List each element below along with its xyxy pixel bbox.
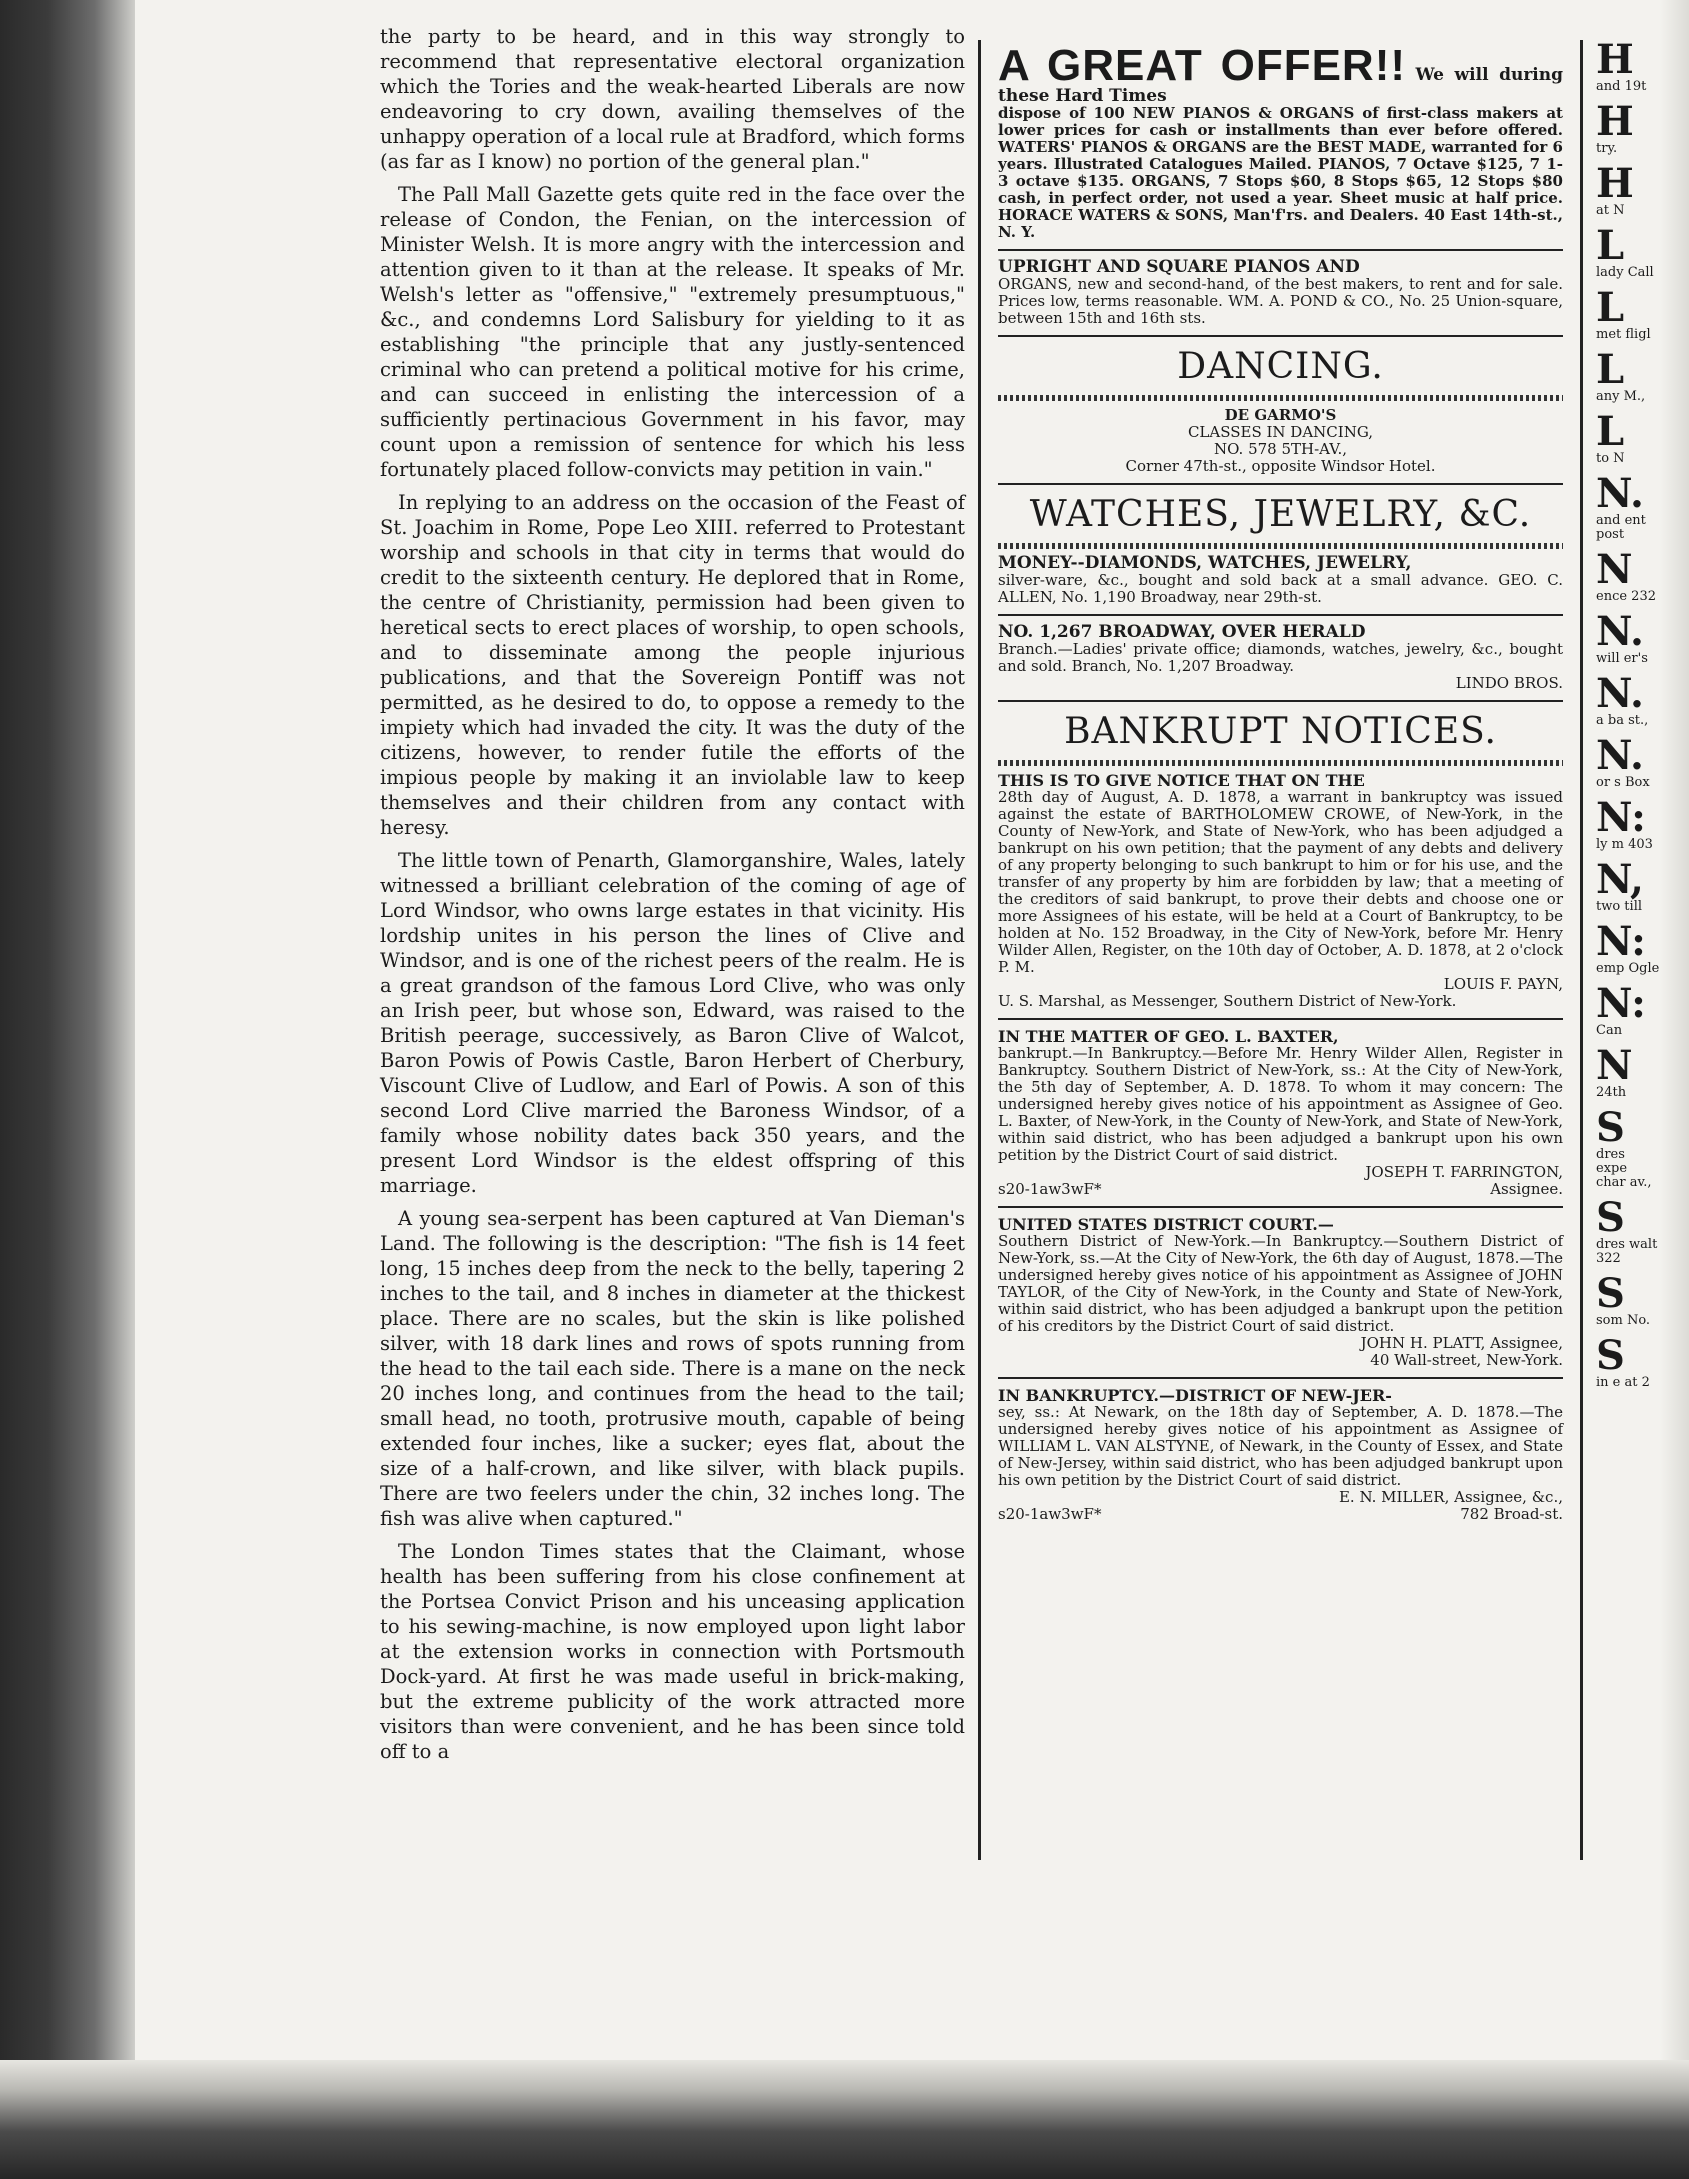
scan-shadow-bottom (0, 2060, 1689, 2179)
notice-footer (998, 1506, 1563, 1523)
fragment-text: any M., (1596, 389, 1646, 404)
cropped-ad-fragment (1596, 918, 1660, 976)
fragment-text: Can (1596, 1023, 1623, 1038)
notice-heading: UNITED STATES DISTRICT COURT.— (998, 1215, 1334, 1234)
fragment-initial: H (1596, 160, 1634, 207)
fragment-initial: N (1596, 546, 1633, 593)
section-wavy-rule (998, 543, 1563, 549)
notice-body: 28th day of August, A. D. 1878, a warrant in bankruptcy was issued against the estate of BARTHOLOMEW CROWE, of New-York, in the County of New-York, and State of New-York, who has been adjudged a bankrupt on his own petition; that the payment of any debts and delivery of any property belonging to such bankrupt to him or for his use, and the transfer of any property by him are forbidden by law; that a meeting of the creditors of said bankrupt, to prove their debts and choose one or more Assignees of his estate, will be held at a Court of Bankruptcy, to be holden at No. 152 Broadway, in the City of New-York, before Mr. Henry Wilder Allen, Register, on the 10th day of October, A. D. 1878, at 2 o'clock P. M. (998, 788, 1563, 976)
article-paragraph: A young sea-serpent has been captured at Van Dieman's Land. The following is the description: "The fish is 14 feet long, 15 inches deep from the neck to the belly, tapering 2 inches to the tail, and 8 inches in diameter at the thickest place. There are no scales, but the skin is like polished silver, with 18 dark lines and rows of spots running from the head to the tail each side. There is a mane on the neck 20 inches long, and continues from the head to the tail; small head, no tooth, protrusive mouth, capable of being extended four inches, like a sucker; eyes flat, about the size of a half-crown, and like silver, with black pupils. There are two feelers under the chin, 32 inches long. The fish was alive when captured." (380, 1207, 965, 1530)
degarmo-name: DE GARMO'S (1224, 406, 1337, 424)
fragment-text: at N (1596, 203, 1625, 218)
great-offer-tagline: We will during these Hard Times (998, 65, 1563, 106)
notice-heading: THIS IS TO GIVE NOTICE THAT ON THE (998, 771, 1365, 790)
bankrupt-notice (998, 772, 1563, 1010)
fragment-text: ence 232 (1596, 589, 1656, 604)
fragment-text: met fligl (1596, 327, 1651, 342)
ad-divider (998, 700, 1563, 702)
degarmo-ad (998, 407, 1563, 475)
fragment-text: or s Box (1596, 775, 1650, 790)
cropped-ad-fragment (1596, 1104, 1660, 1190)
fragment-initial: L (1596, 222, 1625, 269)
scan-edge-right (1660, 0, 1689, 2179)
ad-divider (998, 249, 1563, 251)
degarmo-line: Corner 47th-st., opposite Windsor Hotel. (1125, 457, 1436, 475)
bankrupt-notice (998, 1216, 1563, 1369)
cropped-ad-fragment (1596, 222, 1660, 280)
notice-signature: JOSEPH T. FARRINGTON, (1365, 1163, 1563, 1181)
fragment-initial: N: (1596, 918, 1646, 965)
news-column-left (380, 24, 965, 1772)
notice-marshal: U. S. Marshal, as Messenger, Southern District of New-York. (998, 992, 1457, 1010)
ad-divider (998, 483, 1563, 485)
article-paragraph: The little town of Penarth, Glamorganshire, Wales, lately witnessed a brilliant celebration of the coming of age of Lord Windsor, who owns large estates in that vicinity. His lordship unites in his person the lines of Clive and Windsor, and is one of the richest peers of the realm. He is a great grandson of the famous Lord Clive, who was only an Irish peer, but whose son, Edward, was raised to the British peerage, successively, as Baron Clive of Walcot, Baron Powis of Powis Castle, Baron Herbert of Cherbury, Viscount Clive of Ludlow, and Earl of Powis. A son of this second Lord Clive married the Baroness Windsor, of a family whose nobility dates back 350 years, and the present Lord Windsor is the eldest offspring of this marriage. (380, 849, 965, 1197)
money-body: silver-ware, &c., bought and sold back at a small advance. GEO. C. ALLEN, No. 1,190 Broadway, near 29th-st. (998, 571, 1563, 606)
fragment-text: in e at 2 (1596, 1375, 1650, 1390)
cropped-ad-fragment (1596, 1270, 1660, 1328)
money-diamonds-ad (998, 555, 1563, 606)
cropped-ad-fragment (1596, 1042, 1660, 1100)
fragment-initial: S (1596, 1332, 1625, 1379)
lindo-heading: NO. 1,267 BROADWAY, OVER HERALD (998, 622, 1366, 642)
cropped-ad-fragment (1596, 856, 1660, 914)
cropped-ad-fragment (1596, 408, 1660, 466)
column-divider (1580, 40, 1583, 1860)
notice-address: 782 Broad-st. (1460, 1505, 1563, 1523)
great-offer-body: dispose of 100 NEW PIANOS & ORGANS of first-class makers at lower prices for cash or installments than ever before offered. WATERS' PIANOS & ORGANS are the BEST MADE, warranted for 6 years. Illustrated Catalogues Mailed. PIANOS, 7 Octave $125, 7 1-3 octave $135. ORGANS, 7 Stops $60, 8 Stops $65, 12 Stops $80 cash, in perfect order, not used a year. Sheet music at half price. HORACE WATERS & SONS, Man'f'rs. and Dealers. 40 East 14th-st., N. Y. (998, 104, 1563, 241)
ad-divider (998, 1018, 1563, 1020)
fragment-text: two till (1596, 899, 1643, 914)
fragment-initial: N. (1596, 608, 1644, 655)
article-paragraph: The London Times states that the Claimant, whose health has been suffering from his close confinement at the Portsea Convict Prison and his unceasing application to his sewing-machine, is now employed upon light labor at the extension works in connection with Portsmouth Dock-yard. At first he was made useful in brick-making, but the extreme publicity of the work attracted more visitors than were convenient, and he has been since told off to a (380, 1540, 965, 1763)
fragment-text: dres expe char av., (1596, 1147, 1652, 1190)
fragment-text: try. (1596, 141, 1618, 156)
fragment-initial: H (1596, 36, 1634, 83)
fragment-initial: N: (1596, 794, 1646, 841)
fragment-initial: L (1596, 346, 1625, 393)
notice-signature: LOUIS F. PAYN, (1443, 975, 1563, 993)
notice-heading: IN THE MATTER OF GEO. L. BAXTER, (998, 1027, 1339, 1046)
cropped-ad-fragment (1596, 732, 1660, 790)
article-paragraph: The Pall Mall Gazette gets quite red in the face over the release of Condon, the Fenian, on the intercession of Minister Welsh. It is more angry with the intercession and attention given to it than at the release. It speaks of Mr. Welsh's letter as "offensive," "extremely presumptuous," &c., and condemns Lord Salisbury for yielding to it as establishing "the principle that any justly-sentenced criminal who can pretend a political motive for his crime, and can succeed in enlisting the intercession of a sufficiently pertinacious Government in his favor, may count upon a remission of sentence for which his less fortunately placed follow-convicts may petition in vain." (380, 183, 965, 481)
great-offer-ad (998, 41, 1563, 241)
fragment-initial: H (1596, 98, 1634, 145)
fragment-initial: S (1596, 1104, 1625, 1151)
fragment-text: and 19t (1596, 79, 1647, 94)
notice-footer (998, 1181, 1563, 1198)
upright-heading: UPRIGHT AND SQUARE PIANOS AND (998, 257, 1360, 277)
ad-divider (998, 614, 1563, 616)
money-heading: MONEY--DIAMONDS, WATCHES, JEWELRY, (998, 553, 1412, 573)
ad-divider (998, 1377, 1563, 1379)
bankrupt-notice (998, 1028, 1563, 1198)
fragment-text: dres walt 322 (1596, 1237, 1658, 1266)
fragment-initial: L (1596, 284, 1625, 331)
notice-heading: IN BANKRUPTCY.—DISTRICT OF NEW-JER- (998, 1386, 1392, 1405)
bankrupt-notice (998, 1387, 1563, 1523)
notice-body: sey, ss.: At Newark, on the 18th day of September, A. D. 1878.—The undersigned hereby gives notice of his appointment as Assignee of WILLIAM L. VAN ALSTYNE, of Newark, in the County of Essex, and State of New-Jersey, within said district, who has been adjudged bankrupt upon his own petition by the District Court of said district. (998, 1403, 1563, 1489)
notice-code: s20-1aw3wF* (998, 1180, 1102, 1198)
fragment-text: a ba st., (1596, 713, 1649, 728)
fragment-text: to N (1596, 451, 1625, 466)
lindo-body: Branch.—Ladies' private office; diamonds, watches, jewelry, &c., bought and sold. Branch, No. 1,207 Broadway. (998, 640, 1563, 675)
dancing-section-title: DANCING. (1177, 346, 1384, 387)
fragment-text: will er's (1596, 651, 1648, 666)
upright-body: ORGANS, new and second-hand, of the best makers, to rent and for sale. Prices low, terms reasonable. WM. A. POND & CO., No. 25 Union-square, between 15th and 16th sts. (998, 275, 1563, 327)
degarmo-line: NO. 578 5TH-AV., (1213, 440, 1347, 458)
fragment-text: and ent post (1596, 513, 1646, 542)
fragment-initial: S (1596, 1194, 1625, 1241)
fragment-initial: N: (1596, 980, 1646, 1027)
ad-divider (998, 1206, 1563, 1208)
article-paragraph: In replying to an address on the occasion of the Feast of St. Joachim in Rome, Pope Leo XIII. referred to Protestant worship and schools in that city in terms that would do credit to the sixteenth century. He deplored that in Rome, the centre of Christianity, permission had been given to heretical sects to erect places of worship, to open schools, and to disseminate among the people injurious publications, and that the Sovereign Pontiff was not permitted, as he desired to do, to oppose a remedy to the impiety which had invaded the city. It was the duty of the citizens, however, to render futile the efforts of the impious people by making it an inviolable law to keep themselves and their children from any contact with heresy. (380, 491, 965, 839)
fragment-initial: N. (1596, 732, 1644, 779)
lindo-signature: LINDO BROS. (1455, 674, 1563, 692)
cropped-column-right (1596, 36, 1660, 1398)
cropped-ad-fragment (1596, 98, 1660, 156)
cropped-ad-fragment (1596, 980, 1660, 1038)
fragment-initial: N. (1596, 470, 1644, 517)
lindo-bros-ad (998, 624, 1563, 692)
notice-role: Assignee. (1490, 1180, 1563, 1198)
cropped-ad-fragment (1596, 36, 1660, 94)
article-paragraph: the party to be heard, and in this way strongly to recommend that representative electoral organization which the Tories and the weak-hearted Liberals are now endeavoring to cry down, availing themselves of the unhappy operation of a local rule at Bradford, which forms (as far as I know) no portion of the general plan." (380, 25, 965, 173)
notice-signature: E. N. MILLER, Assignee, &c., (1338, 1488, 1563, 1506)
fragment-text: emp Ogle (1596, 961, 1660, 976)
cropped-ad-fragment (1596, 794, 1660, 852)
cropped-ad-fragment (1596, 160, 1660, 218)
cropped-ad-fragment (1596, 346, 1660, 404)
watches-section-title: WATCHES, JEWELRY, &C. (1029, 494, 1532, 535)
fragment-text: som No. (1596, 1313, 1651, 1328)
cropped-ad-fragment (1596, 1332, 1660, 1390)
fragment-text: 24th (1596, 1085, 1627, 1100)
cropped-ad-fragment (1596, 670, 1660, 728)
cropped-ad-fragment (1596, 1194, 1660, 1266)
fragment-text: lady Call (1596, 265, 1654, 280)
column-divider (978, 40, 981, 1860)
great-offer-heading: A GREAT OFFER!! (998, 41, 1407, 90)
fragment-initial: N (1596, 1042, 1633, 1089)
cropped-ad-fragment (1596, 470, 1660, 542)
notice-body: bankrupt.—In Bankruptcy.—Before Mr. Henry Wilder Allen, Register in Bankruptcy. Southern District of New-York, ss.: At the City of New-York, the 5th day of September, A. D. 1878. To whom it may concern: The undersigned hereby gives notice of his appointment as Assignee of Geo. L. Baxter, of New-York, in the County of New-York, and State of New-York, within said district, who has been adjudged a bankrupt upon his own petition by the District Court of said district. (998, 1044, 1563, 1164)
notice-signature: JOHN H. PLATT, Assignee, (1360, 1334, 1563, 1352)
section-wavy-rule (998, 760, 1563, 766)
advertisement-column (998, 41, 1563, 1529)
cropped-ad-fragment (1596, 546, 1660, 604)
fragment-text: ly m 403 (1596, 837, 1653, 852)
fragment-initial: N. (1596, 670, 1644, 717)
notice-address: 40 Wall-street, New-York. (1370, 1351, 1563, 1369)
scan-shadow-left (0, 0, 135, 2179)
fragment-initial: L (1596, 408, 1625, 455)
fragment-initial: N, (1596, 856, 1644, 903)
ad-divider (998, 335, 1563, 337)
notice-code: s20-1aw3wF* (998, 1505, 1102, 1523)
degarmo-line: CLASSES IN DANCING, (1187, 423, 1374, 441)
fragment-initial: S (1596, 1270, 1625, 1317)
bankrupt-section-title: BANKRUPT NOTICES. (1064, 711, 1497, 752)
cropped-ad-fragment (1596, 284, 1660, 342)
section-wavy-rule (998, 395, 1563, 401)
notice-body: Southern District of New-York.—In Bankruptcy.—Southern District of New-York, ss.—At the City of New-York, the 6th day of August, 1878.—The undersigned hereby gives notice of his appointment as Assignee of JOHN TAYLOR, of the City of New-York, in the County and State of New-York, within said district, who has been adjudged a bankrupt upon the petition of his creditors by the District Court of said district. (998, 1232, 1563, 1335)
upright-pianos-ad (998, 259, 1563, 327)
cropped-ad-fragment (1596, 608, 1660, 666)
